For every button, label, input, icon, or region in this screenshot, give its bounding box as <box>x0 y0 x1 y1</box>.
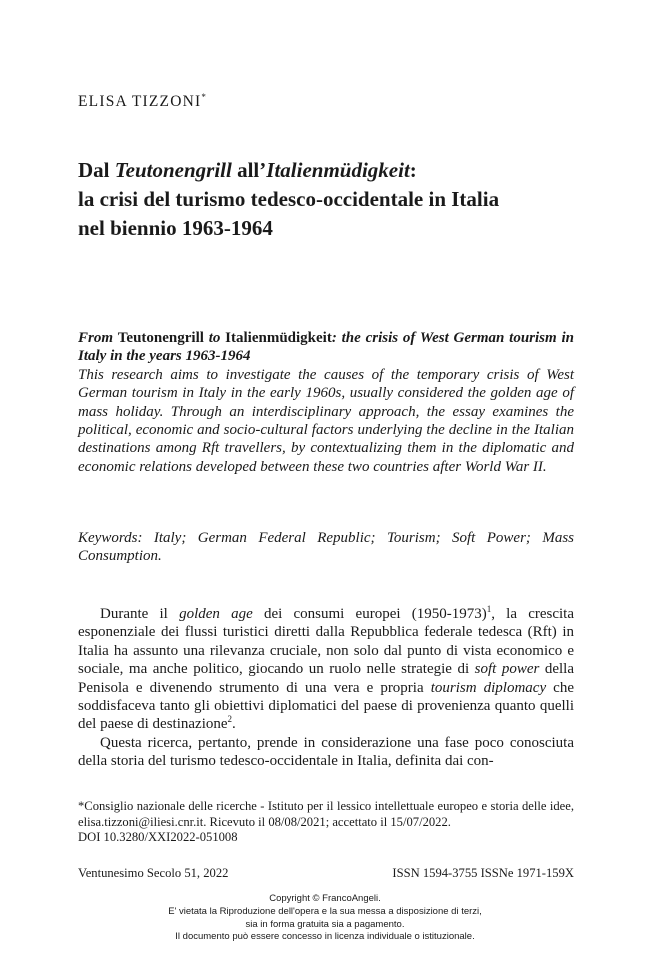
article-title <box>78 156 578 243</box>
english-title <box>78 329 574 366</box>
title-italic-term: Teutonengrill <box>114 158 232 182</box>
copyright-line-1: Copyright © FrancoAngeli. <box>269 893 381 904</box>
copyright-line-2: E' vietata la Riproduzione dell'opera e la sua messa a disposizione di terzi, <box>168 905 482 917</box>
paragraph-text: , la crescita esponenziale dei flussi turistici diretti dalla Repubblica federale tedesca (Rft) in Italia ha assunto una rilevanza cruciale, non solo dal punto di vista economico e sociale, ma anche politico, giocando un ruolo nelle strategie di <box>78 606 575 678</box>
author-footnote <box>78 799 574 846</box>
paragraph-text: dei consumi europei (1950-1973) <box>252 606 487 622</box>
title-line-3: nel biennio 1963-1964 <box>78 216 273 240</box>
english-title-term: Teutonengrill <box>117 330 204 346</box>
paragraph-text: Durante il <box>100 606 180 622</box>
title-line-2: la crisi del turismo tedesco-occidentale in Italia <box>78 187 500 211</box>
author-name <box>78 92 478 111</box>
footnote-ref-2[interactable]: 2 <box>227 714 233 725</box>
english-title-text: to <box>203 330 226 346</box>
paragraph-text: che soddisfaceva tanto gli obiettivi diplomatici del paese di provenienza quanto quelli del paese di destinazione <box>78 679 574 733</box>
paragraph-italic: golden age <box>179 606 253 622</box>
footnote-ref-1[interactable]: 1 <box>486 604 492 614</box>
keywords: Keywords: Italy; German Federal Republic; Tourism; Soft Power; Mass Consumption. <box>78 530 574 565</box>
copyright-line-4: Il documento può essere concesso in licenza individuale o istituzionale. <box>175 931 475 943</box>
paragraph-text: della Penisola e divenendo strumento di una vera e propria <box>78 661 574 696</box>
copyright-notice <box>0 893 650 944</box>
paragraph-1 <box>78 605 574 734</box>
english-title-text: : the crisis of West German tourism in Italy in the years 1963-1964 <box>78 330 574 365</box>
journal-citation: Ventunesimo Secolo 51, 2022 <box>78 866 229 880</box>
footnote-affiliation: *Consiglio nazionale delle ricerche - Istituto per il lessico intellettuale europeo e storia delle idee, elisa.tizzoni@iliesi.cnr.it. Ricevuto il 08/08/2021; accettato il 15/07/2022. <box>78 799 574 829</box>
issn: ISSN 1594-3755 ISSNe 1971-159X <box>392 866 574 880</box>
author-name-text: ELISA TIZZONI <box>78 93 202 111</box>
paragraph-2: Questa ricerca, pertanto, prende in considerazione una fase poco conosciuta della storia del turismo tedesco-occidentale in Italia, definita dai con- <box>78 734 574 770</box>
title-text: : <box>409 158 417 182</box>
main-text <box>78 605 574 771</box>
paragraph-italic: soft power <box>474 661 540 678</box>
author-footnote-mark: * <box>201 92 206 102</box>
paragraph-italic: tourism diplomacy <box>430 679 547 696</box>
title-text: Dal <box>78 158 115 182</box>
title-text: all’ <box>231 158 267 182</box>
english-title-term: Italienmüdigkeit <box>225 330 332 346</box>
abstract-body: This research aims to investigate the causes of the temporary crisis of West German tourism in Italy in the early 1960s, usually considered the golden age of mass holiday. Through an interdisciplinary approach, the essay examines the political, economic and socio-cultural factors underlying the decline in the Italian destinations among Rft travellers, by contextualizing them in the diplomatic and economic relations developed between these two countries after World War II. <box>78 366 574 475</box>
doi: DOI 10.3280/XXI2022-051008 <box>78 830 238 845</box>
title-italic-term: Italienmüdigkeit <box>266 158 410 182</box>
paragraph-text: . <box>232 716 236 733</box>
english-title-text: From <box>78 330 118 346</box>
title-line-1 <box>78 156 578 185</box>
abstract <box>78 329 574 476</box>
copyright-line-3: sia in forma gratuita sia a pagamento. <box>245 918 405 930</box>
